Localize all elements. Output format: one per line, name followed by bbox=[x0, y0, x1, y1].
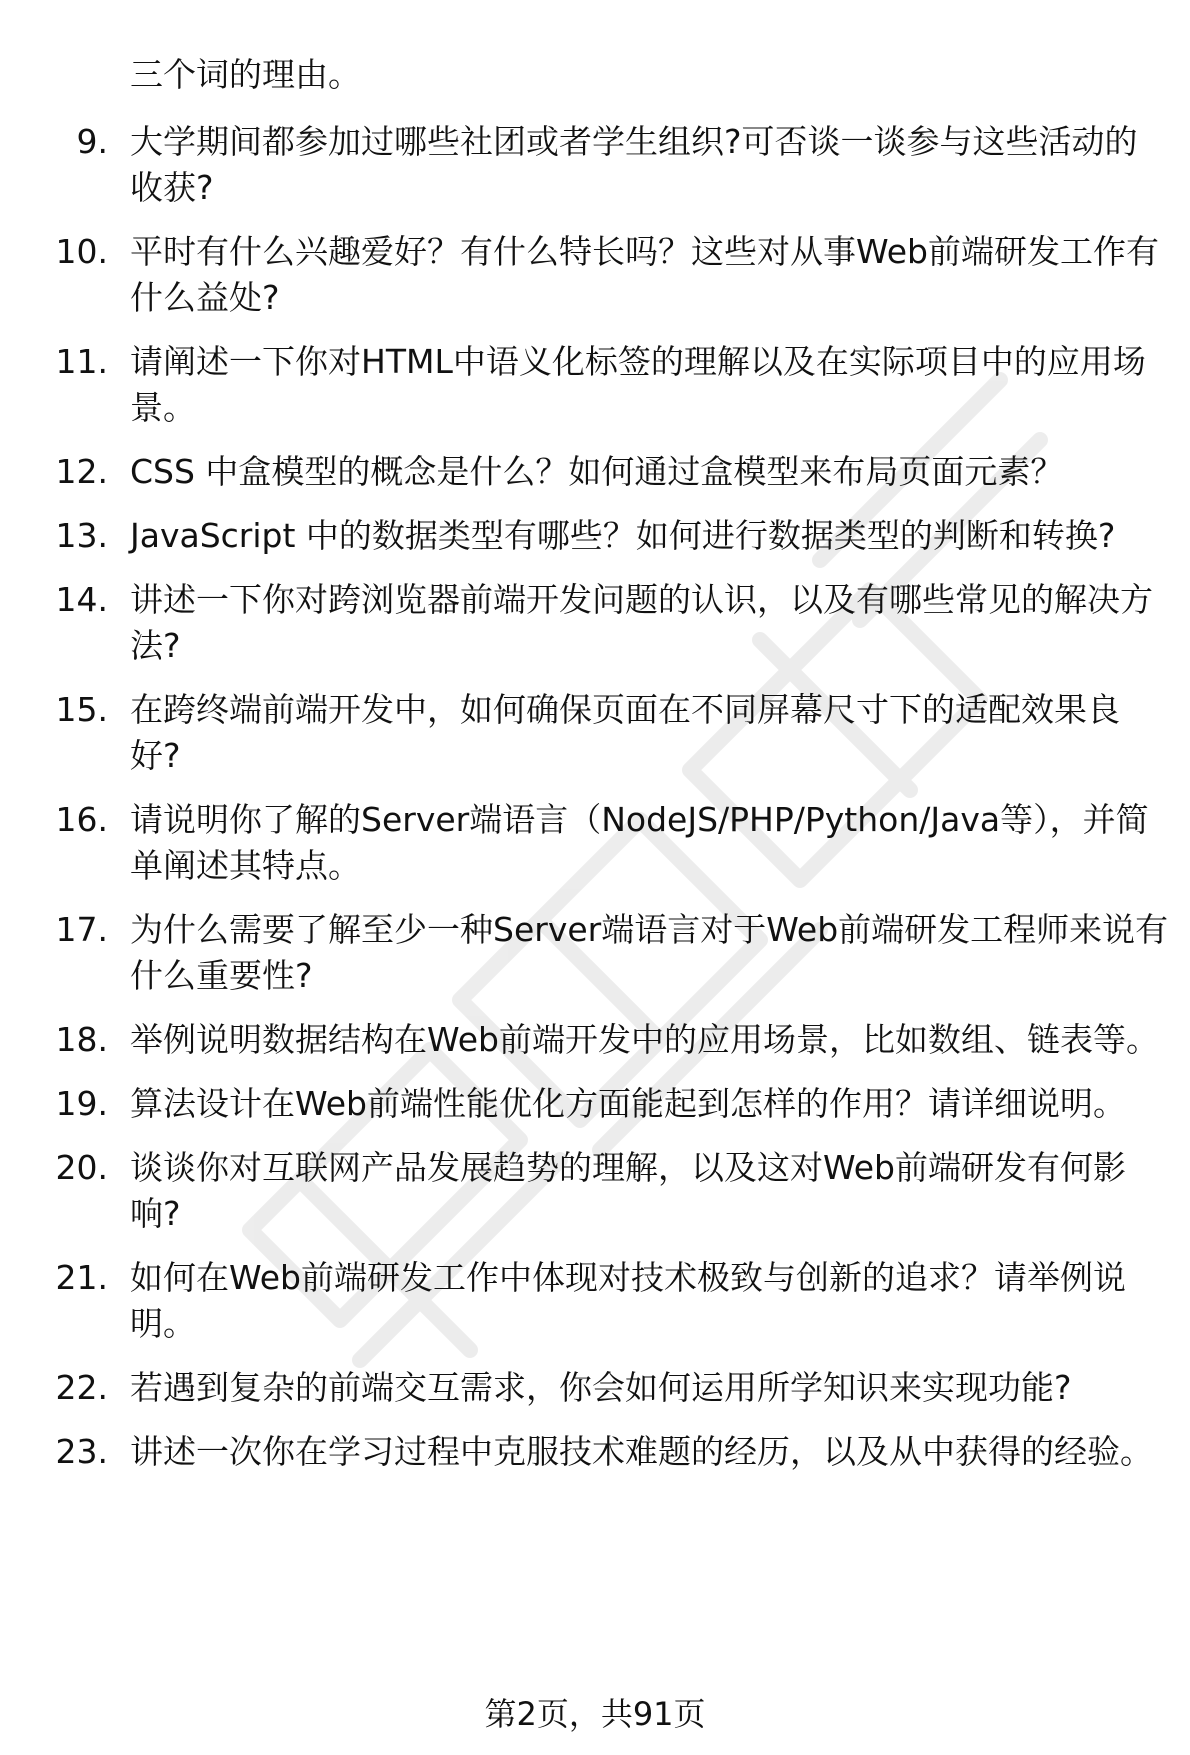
question-item bbox=[0, 907, 1190, 999]
previous-question-continuation: 三个词的理由。 bbox=[130, 55, 361, 94]
question-number: 16. bbox=[55, 800, 108, 839]
question-number: 11. bbox=[55, 342, 108, 381]
question-list bbox=[0, 119, 1190, 1493]
question-number: 15. bbox=[55, 690, 108, 729]
question-item bbox=[0, 513, 1190, 559]
question-text: CSS 中盒模型的概念是什么？如何通过盒模型来布局页面元素？ bbox=[130, 452, 1064, 491]
question-text: 请说明你了解的Server端语言（NodeJS/PHP/Python/Java等），并简单阐述其特点。 bbox=[130, 800, 1149, 885]
question-number: 18. bbox=[55, 1020, 108, 1059]
question-item bbox=[0, 1365, 1190, 1411]
question-text: 在跨终端前端开发中，如何确保页面在不同屏幕尺寸下的适配效果良好? bbox=[130, 690, 1120, 775]
question-item bbox=[0, 687, 1190, 779]
question-text: 讲述一下你对跨浏览器前端开发问题的认识，以及有哪些常见的解决方法? bbox=[130, 580, 1153, 665]
question-number: 21. bbox=[55, 1258, 108, 1297]
question-text: 讲述一次你在学习过程中克服技术难题的经历，以及从中获得的经验。 bbox=[130, 1432, 1153, 1471]
question-item bbox=[0, 119, 1190, 211]
question-number: 10. bbox=[55, 232, 108, 271]
question-number: 19. bbox=[55, 1084, 108, 1123]
question-item bbox=[0, 577, 1190, 669]
question-item bbox=[0, 797, 1190, 889]
question-text: 为什么需要了解至少一种Server端语言对于Web前端研发工程师来说有什么重要性? bbox=[130, 910, 1169, 995]
question-text: 若遇到复杂的前端交互需求，你会如何运用所学知识来实现功能? bbox=[130, 1368, 1072, 1407]
question-number: 20. bbox=[55, 1148, 108, 1187]
question-item bbox=[0, 449, 1190, 495]
question-item bbox=[0, 1017, 1190, 1063]
question-text: 大学期间都参加过哪些社团或者学生组织?可否谈一谈参与这些活动的收获? bbox=[130, 122, 1138, 207]
question-item bbox=[0, 1429, 1190, 1475]
question-item bbox=[0, 339, 1190, 431]
question-text: 谈谈你对互联网产品发展趋势的理解，以及这对Web前端研发有何影响? bbox=[130, 1148, 1126, 1233]
question-number: 13. bbox=[55, 516, 108, 555]
question-text: 平时有什么兴趣爱好？有什么特长吗？这些对从事Web前端研发工作有什么益处? bbox=[130, 232, 1159, 317]
question-item bbox=[0, 1081, 1190, 1127]
question-text: 请阐述一下你对HTML中语义化标签的理解以及在实际项目中的应用场景。 bbox=[130, 342, 1146, 427]
question-text: 举例说明数据结构在Web前端开发中的应用场景，比如数组、链表等。 bbox=[130, 1020, 1159, 1059]
question-number: 14. bbox=[55, 580, 108, 619]
question-item bbox=[0, 229, 1190, 321]
question-text: 如何在Web前端研发工作中体现对技术极致与创新的追求？请举例说明。 bbox=[130, 1258, 1126, 1343]
question-number: 9. bbox=[76, 122, 108, 161]
question-number: 22. bbox=[55, 1368, 108, 1407]
question-number: 23. bbox=[55, 1432, 108, 1471]
question-item bbox=[0, 1255, 1190, 1347]
page-number-footer: 第2页，共91页 bbox=[484, 1695, 706, 1733]
question-text: JavaScript 中的数据类型有哪些？如何进行数据类型的判断和转换? bbox=[130, 516, 1116, 555]
question-text: 算法设计在Web前端性能优化方面能起到怎样的作用？请详细说明。 bbox=[130, 1084, 1126, 1123]
question-number: 12. bbox=[55, 452, 108, 491]
question-number: 17. bbox=[55, 910, 108, 949]
question-item bbox=[0, 1145, 1190, 1237]
